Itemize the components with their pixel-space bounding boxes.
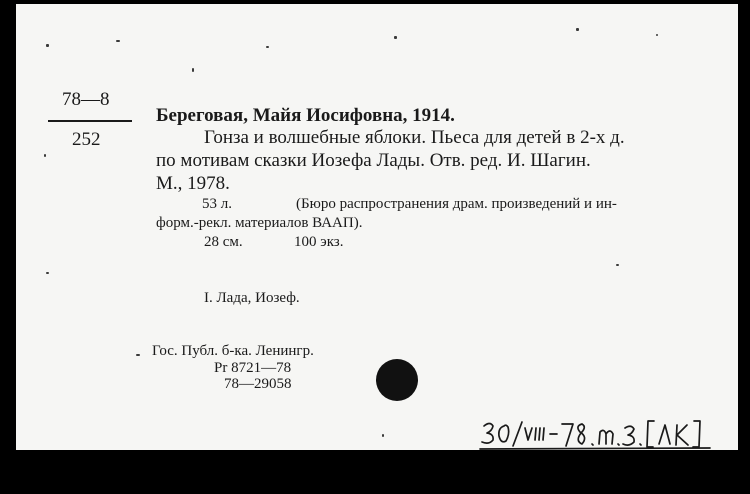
dust-speck	[382, 434, 384, 437]
dust-speck	[116, 40, 120, 42]
card-size: 28 см.	[204, 234, 243, 250]
index-bottom: 252	[72, 129, 101, 150]
page-count: 53 л.	[202, 196, 232, 212]
title-line-1: Гонза и волшебные яблоки. Пьеса для детей в 2-х д.	[204, 127, 625, 148]
dust-speck	[44, 154, 46, 157]
dust-speck	[266, 46, 269, 48]
catalog-card	[16, 4, 738, 450]
card-number: 78—29058	[224, 376, 292, 392]
dust-speck	[192, 68, 194, 72]
index-top: 78—8	[62, 89, 110, 110]
series-line-2: форм.-рекл. материалов ВААП).	[156, 215, 363, 231]
author-heading: Береговая, Майя Иосифовна, 1914.	[156, 105, 455, 126]
dust-speck	[616, 264, 619, 266]
series-line-1: (Бюро распространения драм. произведений и ин-	[296, 196, 617, 212]
copy-count: 100 экз.	[294, 234, 344, 250]
subject-entry: I. Лада, Иозеф.	[204, 290, 300, 306]
handwritten-inscription	[478, 416, 718, 450]
dust-speck	[394, 36, 397, 39]
dust-speck	[136, 354, 140, 356]
title-line-3: М., 1978.	[156, 173, 230, 194]
dust-speck	[656, 34, 658, 36]
library-name: Гос. Публ. б-ка. Ленингр.	[152, 343, 314, 359]
record-number: Pr 8721—78	[214, 360, 292, 376]
index-divider	[48, 120, 132, 122]
title-line-2: по мотивам сказки Иозефа Лады. Отв. ред. И. Шагин.	[156, 150, 591, 171]
dust-speck	[46, 44, 49, 47]
dust-speck	[576, 28, 579, 31]
dust-speck	[46, 272, 49, 274]
punched-hole	[376, 359, 418, 401]
